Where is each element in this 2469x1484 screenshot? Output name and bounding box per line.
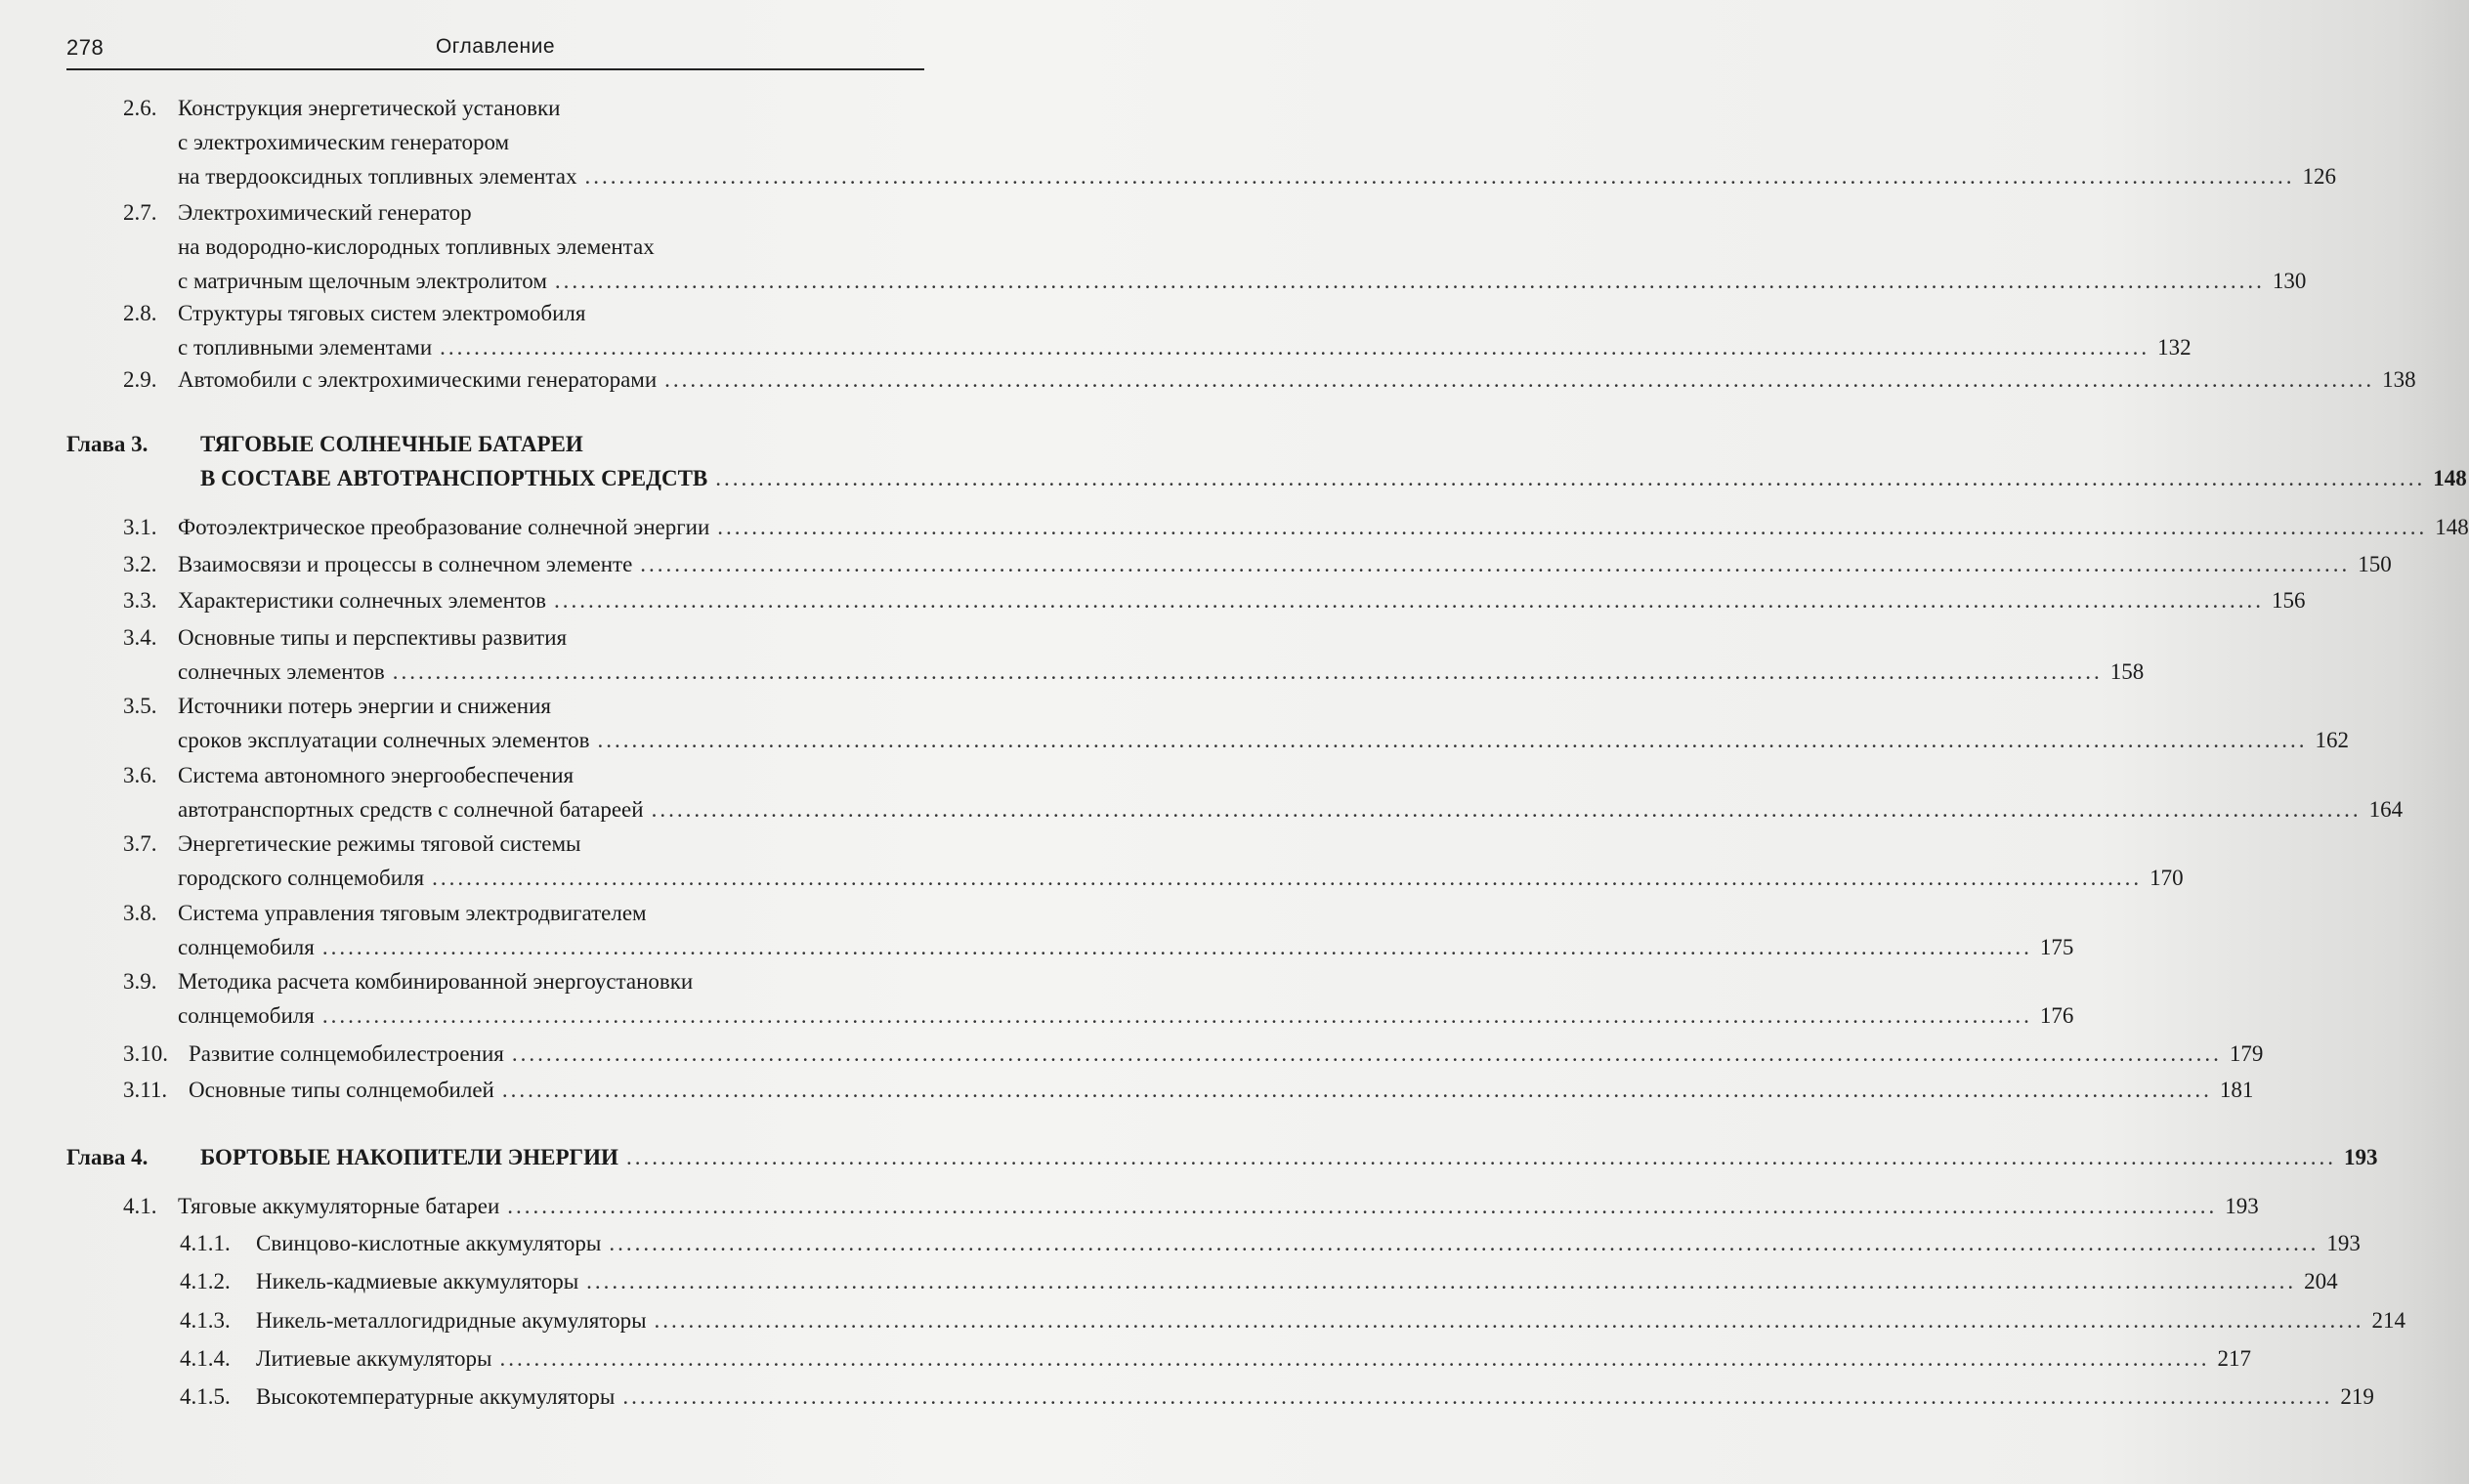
toc-entry-number: 4.1.1. <box>180 1231 231 1255</box>
toc-entry-title-line: Характеристики солнечных элементов <box>178 588 546 613</box>
dot-leader: ........................................................................................................................................................................................................ <box>440 335 2150 360</box>
dot-leader: ........................................................................................................................................................................................................ <box>507 1194 2218 1218</box>
toc-page-number: 156 <box>2272 588 2306 613</box>
toc-entry-title-line: Взаимосвязи и процессы в солнечном элементе <box>178 552 633 576</box>
toc-page-number: 193 <box>2343 1145 2378 1169</box>
toc-entry-leader-row <box>178 1003 2074 1033</box>
toc-page-number: 179 <box>2229 1041 2264 1066</box>
toc-entry-number: 4.1.5. <box>180 1384 231 1409</box>
dot-leader: ........................................................................................................................................................................................................ <box>432 866 2143 890</box>
toc-page-number: 138 <box>2382 367 2416 392</box>
dot-leader: ........................................................................................................................................................................................................ <box>622 1384 2333 1409</box>
toc-entry-leader-row <box>178 588 2306 617</box>
toc-entry-leader-row <box>189 1078 2254 1107</box>
toc-entry-number: 4.1.2. <box>180 1269 231 1293</box>
toc-entry-title-line: БОРТОВЫЕ НАКОПИТЕЛИ ЭНЕРГИИ <box>200 1145 618 1169</box>
toc-entry-title-line: Энергетические режимы тяговой системы <box>178 831 581 856</box>
toc-entry-number: 2.6. <box>123 96 157 120</box>
toc-entry-title-line: В СОСТАВЕ АВТОТРАНСПОРТНЫХ СРЕДСТВ <box>200 466 708 490</box>
dot-leader: ........................................................................................................................................................................................................ <box>499 1346 2210 1371</box>
toc-entry-number: Глава 3. <box>66 432 149 456</box>
toc-entry-number: 3.6. <box>123 763 157 787</box>
toc-entry-title-line: солнечных элементов <box>178 659 385 684</box>
dot-leader: ........................................................................................................................................................................................................ <box>392 659 2103 684</box>
toc-entry-title-line: солнцемобиля <box>178 1003 315 1028</box>
toc-entry-title-line: Основные типы солнцемобилей <box>189 1078 494 1102</box>
toc-entry-title-line: с матричным щелочным электролитом <box>178 269 547 293</box>
dot-leader: ........................................................................................................................................................................................................ <box>715 466 2426 490</box>
toc-entry-number: 3.9. <box>123 969 157 994</box>
toc-page-number: 219 <box>2340 1384 2374 1409</box>
dot-leader: ........................................................................................................................................................................................................ <box>584 164 2295 189</box>
toc-entry-leader-row <box>178 1194 2259 1223</box>
toc-entry-title-line: Высокотемпературные аккумуляторы <box>256 1384 616 1409</box>
toc-page-number: 150 <box>2358 552 2392 576</box>
toc-entry-leader-row <box>178 935 2074 964</box>
dot-leader: ........................................................................................................................................................................................................ <box>664 367 2375 392</box>
toc-page-number: 164 <box>2368 797 2404 822</box>
toc-entry-number: 2.7. <box>123 200 157 225</box>
dot-leader: ........................................................................................................................................................................................................ <box>321 1003 2032 1028</box>
toc-entry-title-line: Литиевые аккумуляторы <box>256 1346 492 1371</box>
toc-entry-leader-row <box>178 552 2392 581</box>
dot-leader: ........................................................................................................................................................................................................ <box>321 935 2032 959</box>
toc-page-number: 158 <box>2109 659 2145 684</box>
toc-entry-title-line: городского солнцемобиля <box>178 866 425 890</box>
toc-page-number: 217 <box>2217 1346 2251 1371</box>
toc-entry-title-line: солнцемобиля <box>178 935 315 959</box>
toc-page-number: 181 <box>2219 1078 2254 1102</box>
toc-entry-leader-row <box>178 659 2145 689</box>
toc-entry-title-line: Развитие солнцемобилестроения <box>189 1041 504 1066</box>
toc-entry-number: 3.11. <box>123 1078 168 1102</box>
toc-entry-title-line: ТЯГОВЫЕ СОЛНЕЧНЫЕ БАТАРЕИ <box>200 432 583 456</box>
dot-leader: ........................................................................................................................................................................................................ <box>640 552 2351 576</box>
toc-entry-number: 3.1. <box>123 515 157 539</box>
toc-page-number: 162 <box>2315 728 2350 752</box>
toc-page-number: 193 <box>2225 1194 2259 1218</box>
toc-entry-leader-row <box>256 1384 2374 1414</box>
toc-entry-number: 3.8. <box>123 901 157 925</box>
toc-page-number: 130 <box>2272 269 2307 293</box>
toc-entry-title-line: Свинцово-кислотные аккумуляторы <box>256 1231 602 1255</box>
toc-page-number: 214 <box>2371 1308 2406 1333</box>
toc-entry-title-line: автотранспортных средств с солнечной батареей <box>178 797 644 822</box>
toc-page-number: 193 <box>2326 1231 2361 1255</box>
toc-entry-leader-row <box>256 1231 2361 1260</box>
toc-entry-title-line: Источники потерь энергии и снижения <box>178 694 551 718</box>
toc-page-number: 204 <box>2304 1269 2338 1293</box>
dot-leader: ........................................................................................................................................................................................................ <box>554 269 2265 293</box>
toc-entry-title-line: с топливными элементами <box>178 335 433 360</box>
toc-entry-title-line: Никель-металлогидридные акумуляторы <box>256 1308 647 1333</box>
dot-leader: ........................................................................................................................................................................................................ <box>625 1145 2336 1169</box>
running-title: Оглавление <box>435 35 556 58</box>
page-number: 278 <box>66 35 105 60</box>
toc-entry-title-line: Никель-кадмиевые аккумуляторы <box>256 1269 579 1293</box>
toc-entry-leader-row <box>178 269 2307 298</box>
toc-entry-number: 2.9. <box>123 367 157 392</box>
toc-page-number: 126 <box>2302 164 2336 189</box>
dot-leader: ........................................................................................................................................................................................................ <box>554 588 2264 613</box>
toc-page-number: 148 <box>2433 466 2467 490</box>
toc-entry-title-line: Основные типы и перспективы развития <box>178 625 568 650</box>
toc-entry-leader-row <box>178 797 2404 827</box>
toc-page-number: 148 <box>2435 515 2469 539</box>
toc-entry-number: 4.1. <box>123 1194 157 1218</box>
toc-entry-title-line: Система автономного энергообеспечения <box>178 763 575 787</box>
toc-page-number: 176 <box>2039 1003 2074 1028</box>
toc-entry-title-line: Методика расчета комбинированной энергоустановки <box>178 969 694 994</box>
toc-entry-title-line: Электрохимический генератор <box>178 200 472 225</box>
toc-entry-title-line: Система управления тяговым электродвигателем <box>178 901 647 925</box>
toc-entry-leader-row <box>178 367 2416 397</box>
toc-entry-title-line: Автомобили с электрохимическими генераторами <box>178 367 658 392</box>
toc-entry-title-line: Конструкция энергетической установки <box>178 96 561 120</box>
toc-entry-title-line: на твердооксидных топливных элементах <box>178 164 577 189</box>
toc-entry-leader-row <box>189 1041 2264 1071</box>
page-header <box>66 35 924 70</box>
toc-entry-number: Глава 4. <box>66 1145 149 1169</box>
toc-entry-leader-row <box>178 515 2469 544</box>
dot-leader: ........................................................................................................................................................................................................ <box>511 1041 2222 1066</box>
toc-entry-leader-row <box>200 1145 2378 1174</box>
dot-leader: ........................................................................................................................................................................................................ <box>501 1078 2212 1102</box>
toc-entry-leader-row <box>200 466 2467 495</box>
toc-entry-number: 3.10. <box>123 1041 168 1066</box>
toc-entry-number: 4.1.3. <box>180 1308 231 1333</box>
dot-leader: ........................................................................................................................................................................................................ <box>654 1308 2364 1333</box>
toc-entry-title-line: Структуры тяговых систем электромобиля <box>178 301 586 325</box>
dot-leader: ........................................................................................................................................................................................................ <box>717 515 2428 539</box>
toc-entry-number: 3.4. <box>123 625 157 650</box>
toc-page-number: 170 <box>2150 866 2184 890</box>
toc-entry-leader-row <box>178 164 2336 193</box>
toc-entry-leader-row <box>178 866 2184 895</box>
dot-leader: ........................................................................................................................................................................................................ <box>651 797 2362 822</box>
toc-entry-title-line: Тяговые аккумуляторные батареи <box>178 1194 500 1218</box>
toc-entry-leader-row <box>178 335 2192 364</box>
toc-entry-leader-row <box>178 728 2350 757</box>
toc-entry-title-line: с электрохимическим генератором <box>178 130 510 154</box>
toc-entry-title-line: Фотоэлектрическое преобразование солнечной энергии <box>178 515 710 539</box>
toc-entry-leader-row <box>256 1346 2251 1376</box>
toc-entry-number: 2.8. <box>123 301 157 325</box>
toc-entry-title-line: сроков эксплуатации солнечных элементов <box>178 728 590 752</box>
toc-page-number: 132 <box>2157 335 2192 360</box>
toc-entry-number: 4.1.4. <box>180 1346 231 1371</box>
toc-entry-leader-row <box>256 1269 2338 1298</box>
dot-leader: ........................................................................................................................................................................................................ <box>597 728 2308 752</box>
dot-leader: ........................................................................................................................................................................................................ <box>609 1231 2320 1255</box>
toc-entry-number: 3.3. <box>123 588 157 613</box>
toc-entry-title-line: на водородно-кислородных топливных элементах <box>178 234 655 259</box>
toc-entry-number: 3.7. <box>123 831 157 856</box>
toc-page-number: 175 <box>2039 935 2074 959</box>
toc-entry-leader-row <box>256 1308 2406 1337</box>
dot-leader: ........................................................................................................................................................................................................ <box>586 1269 2297 1293</box>
toc-entry-number: 3.5. <box>123 694 157 718</box>
toc-entry-number: 3.2. <box>123 552 157 576</box>
